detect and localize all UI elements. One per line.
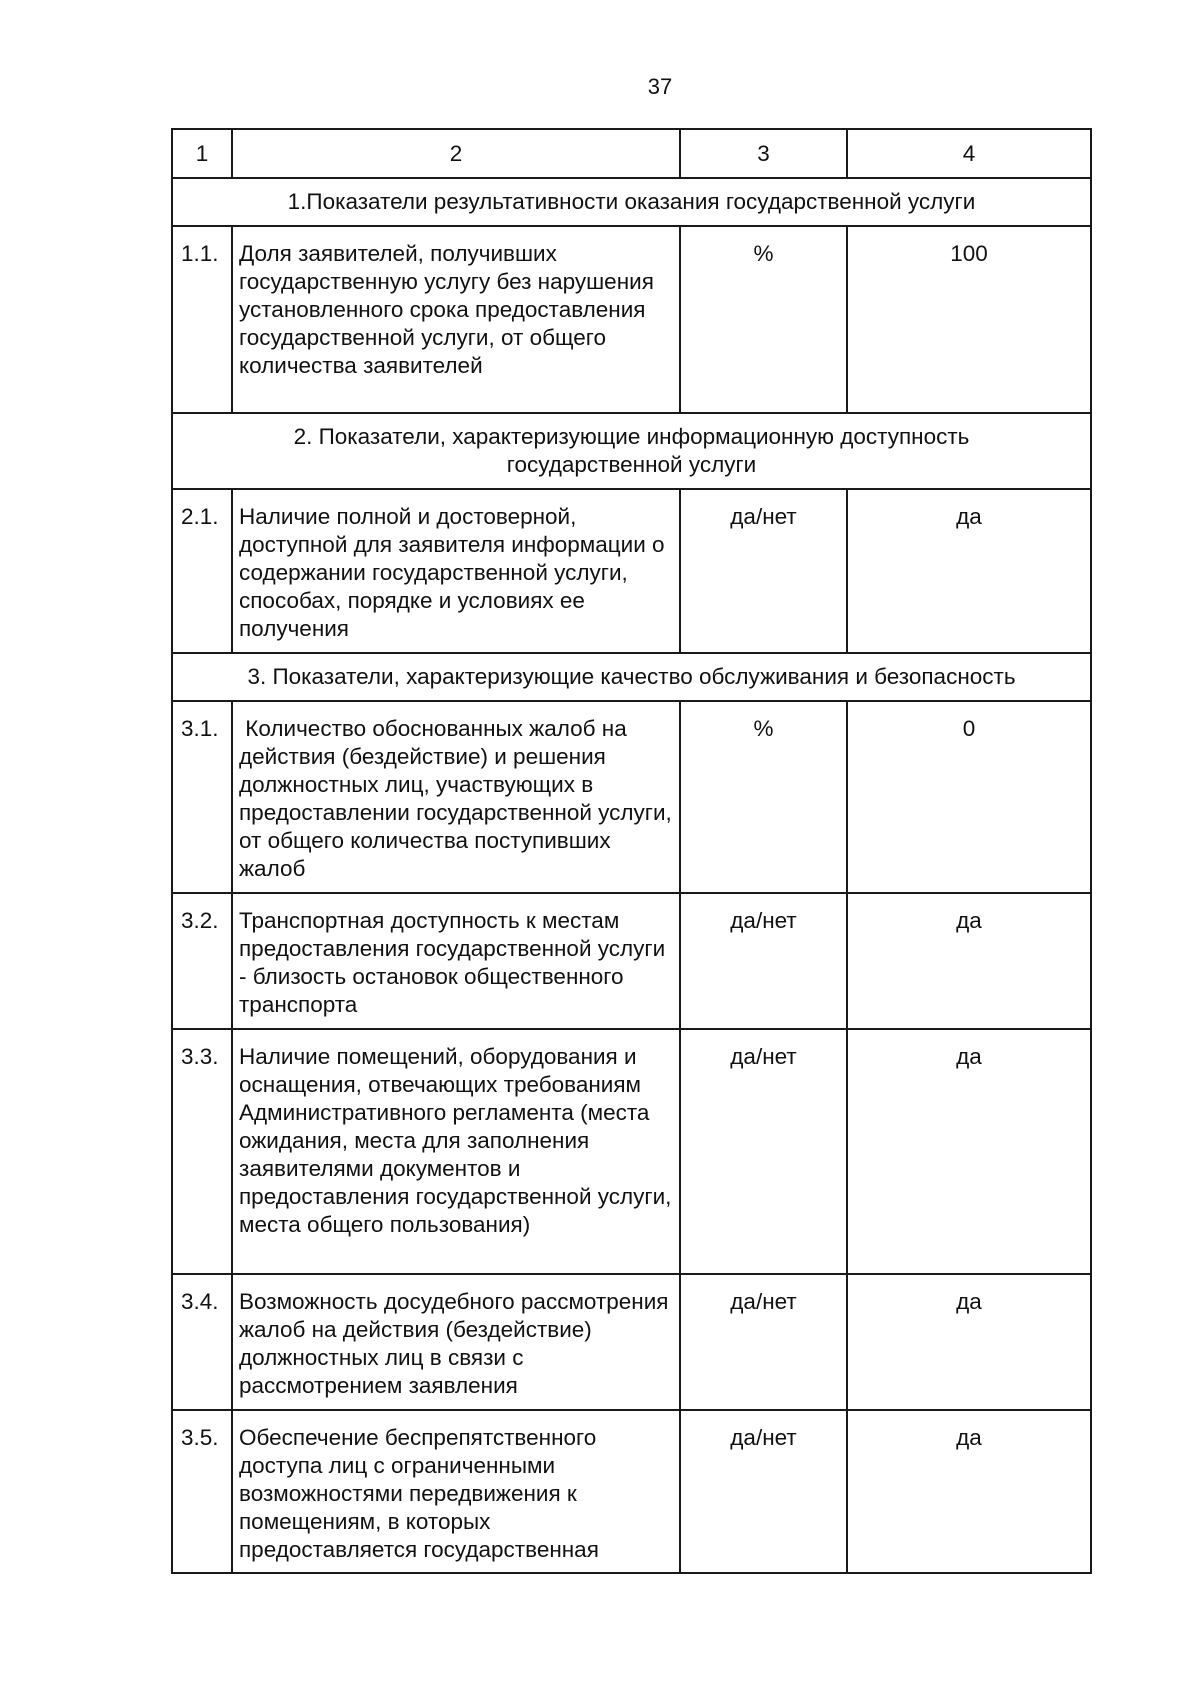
row-number: 3.2. (172, 893, 232, 1029)
row-number: 3.1. (172, 701, 232, 893)
normative-value: да (847, 893, 1091, 1029)
normative-value: да (847, 1029, 1091, 1274)
normative-value: да (847, 1274, 1091, 1410)
unit-of-measure: да/нет (680, 489, 847, 653)
unit-of-measure: да/нет (680, 893, 847, 1029)
indicator-name: Наличие полной и достоверной, доступной для заявителя информации о содержании государственной услуги, способах, порядке и условиях ее получения (232, 489, 680, 653)
row-number: 3.3. (172, 1029, 232, 1274)
row-number: 2.1. (172, 489, 232, 653)
page-number: 37 (647, 74, 673, 99)
row-number: 1.1. (172, 226, 232, 413)
section-1-title: 1.Показатели результативности оказания государственной услуги (172, 178, 1091, 226)
unit-of-measure: да/нет (680, 1274, 847, 1410)
section-3-title: 3. Показатели, характеризующие качество обслуживания и безопасность (172, 653, 1091, 701)
header-cell-4: 4 (847, 129, 1091, 178)
indicator-name: Доля заявителей, получивших государственную услугу без нарушения установленного срока предоставления государственной услуги, от общего количества заявителей (232, 226, 680, 413)
table-row (172, 893, 1091, 1029)
unit-of-measure: да/нет (680, 1029, 847, 1274)
row-number: 3.5. (172, 1410, 232, 1573)
indicator-name: Количество обоснованных жалоб на действия (бездействие) и решения должностных лиц, участвующих в предоставлении государственной услуги, от общего количества поступивших жалоб (232, 701, 680, 893)
row-number: 3.4. (172, 1274, 232, 1410)
section-2-title: 2. Показатели, характеризующие информационную доступность государственной услуги (172, 413, 1091, 489)
table-row (172, 1410, 1091, 1573)
section-heading-row (172, 653, 1091, 701)
unit-of-measure: да/нет (680, 1410, 847, 1573)
indicator-name: Обеспечение беспрепятственного доступа лиц с ограниченными возможностями передвижения к помещениям, в которых предоставляется государственная (232, 1410, 680, 1573)
table-row (172, 1274, 1091, 1410)
indicator-name: Возможность досудебного рассмотрения жалоб на действия (бездействие) должностных лиц в связи с рассмотрением заявления (232, 1274, 680, 1410)
indicators-table (171, 128, 1092, 1574)
normative-value: 0 (847, 701, 1091, 893)
indicator-name: Наличие помещений, оборудования и оснащения, отвечающих требованиям Административного регламента (места ожидания, места для заполнения заявителями документов и предоставления государственной услуги, места общего пользования) (232, 1029, 680, 1274)
normative-value: да (847, 489, 1091, 653)
header-cell-2: 2 (232, 129, 680, 178)
table-row (172, 489, 1091, 653)
table-header-row (172, 129, 1091, 178)
table-row (172, 226, 1091, 413)
unit-of-measure: % (680, 701, 847, 893)
table-row (172, 1029, 1091, 1274)
normative-value: да (847, 1410, 1091, 1573)
section-heading-row (172, 413, 1091, 489)
header-cell-1: 1 (172, 129, 232, 178)
indicator-name: Транспортная доступность к местам предоставления государственной услуги - близость остановок общественного транспорта (232, 893, 680, 1029)
normative-value: 100 (847, 226, 1091, 413)
table-row (172, 701, 1091, 893)
section-heading-row (172, 178, 1091, 226)
unit-of-measure: % (680, 226, 847, 413)
header-cell-3: 3 (680, 129, 847, 178)
